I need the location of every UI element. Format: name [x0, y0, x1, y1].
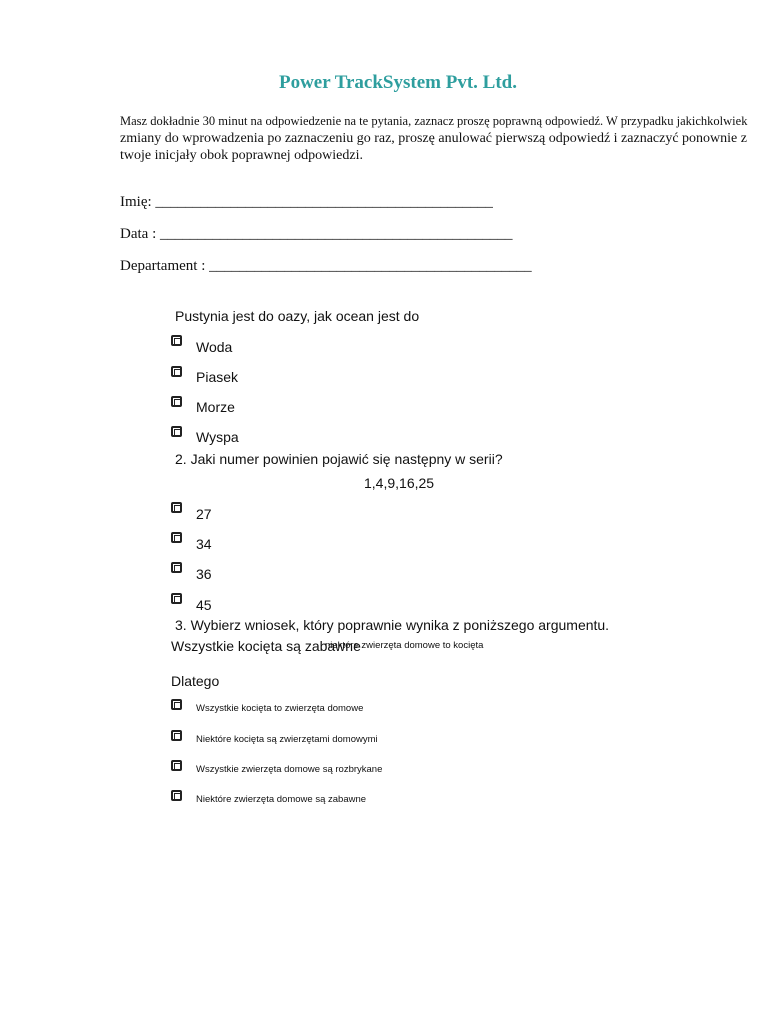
name-field[interactable]: Imię: _____________________________________________ [120, 194, 493, 210]
q3-option-2: Niektóre kocięta są zwierzętami domowymi [196, 734, 378, 745]
checkbox-q3-option-1[interactable] [171, 699, 182, 710]
therefore-label: Dlatego [171, 673, 220, 689]
premise-1: Wszystkie kocięta są zabawne [171, 638, 361, 654]
q3-option-3: Wszystkie zwierzęta domowe są rozbrykane [196, 764, 383, 775]
q3-option-1: Wszystkie kocięta to zwierzęta domowe [196, 703, 364, 714]
q1-option-1: Woda [196, 339, 233, 355]
q2-option-2: 34 [196, 536, 212, 552]
q1-option-3: Morze [196, 399, 235, 415]
question-1-text: Pustynia jest do oazy, jak ocean jest do [175, 308, 420, 324]
checkbox-q3-option-2[interactable] [171, 730, 182, 741]
checkbox-q3-option-4[interactable] [171, 790, 182, 801]
checkbox-q3-option-3[interactable] [171, 760, 182, 771]
checkbox-q1-option-2[interactable] [171, 366, 182, 377]
q1-option-4: Wyspa [196, 429, 239, 445]
company-title: Power TrackSystem Pvt. Ltd. [278, 72, 517, 93]
instructions-line-2: zmiany do wprowadzenia po zaznaczeniu go raz, proszę anulować pierwszą odpowiedź i zaznaczyć ponownie z [120, 131, 747, 146]
q3-option-4: Niektóre zwierzęta domowe są zabawne [196, 794, 367, 805]
checkbox-q2-option-4[interactable] [171, 593, 182, 604]
checkbox-q1-option-4[interactable] [171, 426, 182, 437]
q2-option-3: 36 [196, 566, 212, 582]
checkbox-q1-option-1[interactable] [171, 335, 182, 346]
q2-option-1: 27 [196, 506, 212, 522]
number-series: 1,4,9,16,25 [364, 475, 435, 491]
checkbox-q2-option-3[interactable] [171, 562, 182, 573]
premise-2: niektóre zwierzęta domowe to kocięta [325, 640, 484, 651]
checkbox-q1-option-3[interactable] [171, 396, 182, 407]
question-3-text: 3. Wybierz wniosek, który poprawnie wynika z poniższego argumentu. [175, 617, 610, 633]
q1-option-2: Piasek [196, 369, 239, 385]
q2-option-4: 45 [196, 597, 212, 613]
checkbox-q2-option-1[interactable] [171, 502, 182, 513]
instructions-line-1: Masz dokładnie 30 minut na odpowiedzenie na te pytania, zaznacz proszę poprawną odpowiedź. W przypadku jakichkolwiek [120, 114, 748, 128]
date-field[interactable]: Data : _______________________________________________ [120, 226, 513, 242]
instructions-line-3: twoje inicjały obok poprawnej odpowiedzi. [120, 148, 363, 163]
question-2-text: 2. Jaki numer powinien pojawić się następny w serii? [175, 451, 503, 467]
department-field[interactable]: Departament : ___________________________________________ [120, 258, 532, 274]
checkbox-q2-option-2[interactable] [171, 532, 182, 543]
